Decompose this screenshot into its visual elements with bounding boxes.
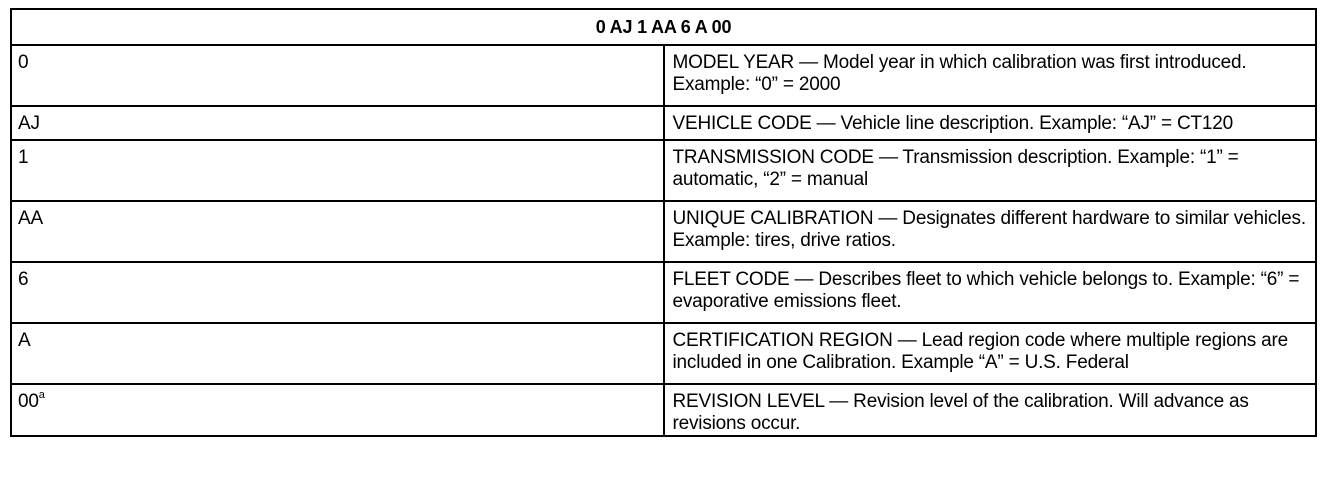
- description-cell: MODEL YEAR — Model year in which calibration was first introduced. Example: “0” = 2000: [664, 45, 1317, 106]
- description-cell: REVISION LEVEL — Revision level of the calibration. Will advance as revisions occur.: [664, 384, 1317, 436]
- description-cell: TRANSMISSION CODE — Transmission description. Example: “1” = automatic, “2” = manual: [664, 140, 1317, 201]
- description-cell: FLEET CODE — Describes fleet to which vehicle belongs to. Example: “6” = evaporative emissions fleet.: [664, 262, 1317, 323]
- table-row: [11, 262, 1316, 323]
- code-cell: [11, 323, 664, 384]
- calibration-code-table: [10, 8, 1317, 437]
- table-row: [11, 201, 1316, 262]
- code-value: 00: [18, 391, 39, 412]
- code-value: AA: [18, 208, 43, 229]
- table-row: [11, 384, 1316, 436]
- description-cell: UNIQUE CALIBRATION — Designates different hardware to similar vehicles. Example: tires, drive ratios.: [664, 201, 1317, 262]
- description-cell: CERTIFICATION REGION — Lead region code where multiple regions are included in one Calibration. Example “A” = U.S. Federal: [664, 323, 1317, 384]
- table-row: [11, 106, 1316, 140]
- code-cell: [11, 106, 664, 140]
- table-row: [11, 323, 1316, 384]
- code-cell: [11, 140, 664, 201]
- code-value: 1: [18, 147, 29, 168]
- code-value: 0: [18, 52, 29, 73]
- table-row: [11, 45, 1316, 106]
- code-cell: [11, 262, 664, 323]
- code-value: 6: [18, 269, 29, 290]
- table-header-row: [11, 9, 1316, 45]
- code-value: A: [18, 330, 31, 351]
- code-cell: [11, 201, 664, 262]
- code-value: AJ: [18, 113, 40, 134]
- code-cell: [11, 384, 664, 436]
- description-cell: VEHICLE CODE — Vehicle line description. Example: “AJ” = CT120: [664, 106, 1317, 140]
- table-row: [11, 140, 1316, 201]
- footnote-marker: a: [38, 388, 45, 401]
- table-header: 0 AJ 1 AA 6 A 00: [11, 9, 1316, 45]
- code-cell: [11, 45, 664, 106]
